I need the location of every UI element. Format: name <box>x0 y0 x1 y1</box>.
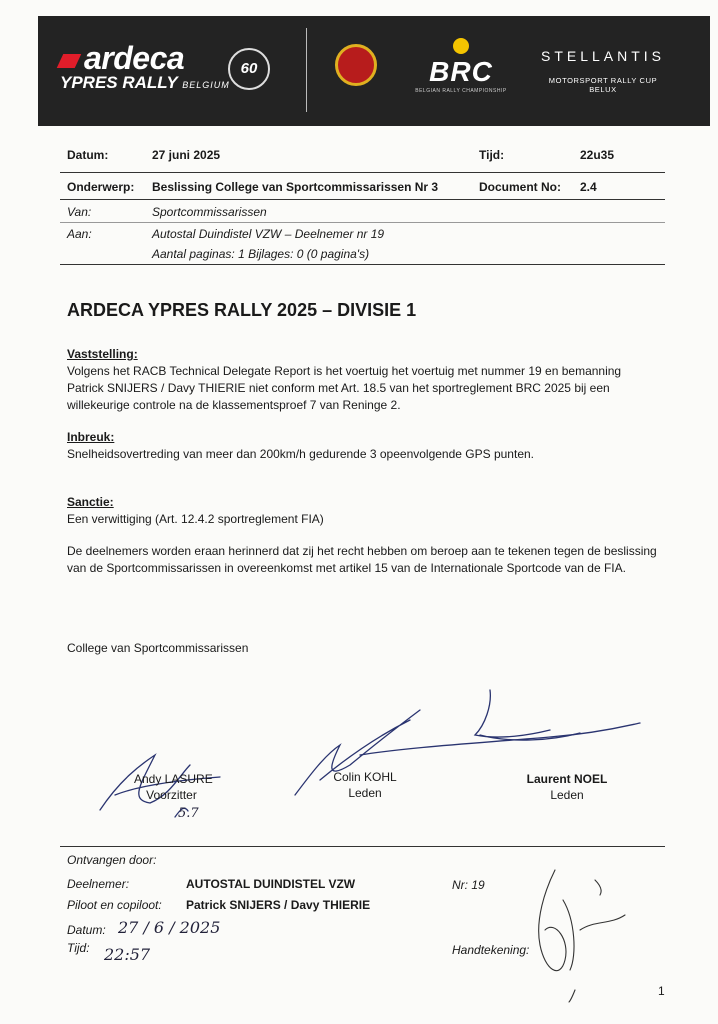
brc-logo <box>415 38 507 94</box>
deelnemer-value: AUTOSTAL DUINDISTEL VZW <box>186 877 356 891</box>
docno-label: Document No: <box>479 180 561 194</box>
onderwerp-value: Beslissing College van Sportcommissarissen Nr 3 <box>152 180 439 194</box>
club-seal-icon <box>335 44 377 86</box>
sanctie-section <box>67 494 667 528</box>
anniversary-badge: 60 <box>228 48 270 90</box>
stellantis-wordmark: STELLANTIS <box>540 48 666 64</box>
ardeca-subtitle: YPRES RALLY <box>60 73 178 92</box>
brc-wordmark: BRC <box>429 56 493 87</box>
vaststelling-line: Volgens het RACB Technical Delegate Report is het voertuig het voertuig met nummer 19 en bemanning <box>67 364 622 378</box>
aan-value: Autostal Duindistel VZW – Deelnemer nr 19 <box>152 227 385 241</box>
brc-tagline: BELGIAN RALLY CHAMPIONSHIP <box>415 88 507 94</box>
vaststelling-line: willekeurige controle na de klassementsproef 7 van Reninge 2. <box>67 398 401 412</box>
nr-label: Nr: 19 <box>452 878 485 892</box>
ardeca-logo <box>60 40 230 93</box>
rule <box>60 222 665 223</box>
page-number: 1 <box>658 984 665 998</box>
participant-signature <box>485 860 645 1010</box>
paginas-value: Aantal paginas: 1 Bijlages: 0 (0 pagina's) <box>152 247 370 261</box>
handtekening-label: Handtekening: <box>452 943 530 957</box>
swoosh-icon <box>57 54 82 68</box>
sanctie-heading: Sanctie: <box>67 495 114 509</box>
rule <box>60 264 665 265</box>
vaststelling-line: Patrick SNIJERS / Davy THIERIE niet conform met Art. 18.5 van het sportreglement BRC 2025 bij een <box>67 381 610 395</box>
docno-value: 2.4 <box>580 180 597 194</box>
ardeca-country: BELGIUM <box>182 80 230 90</box>
signatory-name: Andy LASURE <box>134 772 213 786</box>
van-label: Van: <box>67 205 92 219</box>
rule <box>60 199 665 200</box>
ardeca-wordmark: ardeca <box>84 40 185 76</box>
beroep-section <box>67 543 677 577</box>
tijd-label: Tijd: <box>479 148 505 162</box>
rule <box>60 172 665 173</box>
vaststelling-heading: Vaststelling: <box>67 347 138 361</box>
tijd-handwriting: 22:57 <box>104 945 151 964</box>
signatures-scribble <box>80 685 680 835</box>
datum-receipt-label: Datum: <box>67 923 106 937</box>
onderwerp-label: Onderwerp: <box>67 180 135 194</box>
inbreuk-line: Snelheidsovertreding van meer dan 200km/h gedurende 3 opeenvolgende GPS punten. <box>67 447 534 461</box>
datum-label: Datum: <box>67 148 109 162</box>
signatory-role: Leden <box>550 788 584 802</box>
ontvangen-label: Ontvangen door: <box>67 853 157 867</box>
vaststelling-section <box>67 346 667 414</box>
tijd-receipt-label: Tijd: <box>67 941 90 955</box>
sanctie-line: Een verwittiging (Art. 12.4.2 sportreglement FIA) <box>67 512 324 526</box>
stellantis-cup: MOTORSPORT RALLY CUP BELUX <box>548 76 658 94</box>
college-label: College van Sportcommissarissen <box>67 641 249 655</box>
rule <box>60 846 665 847</box>
stellantis-logo <box>534 48 672 94</box>
document-title: ARDECA YPRES RALLY 2025 – DIVISIE 1 <box>67 300 417 320</box>
oil-drop-icon <box>453 38 469 54</box>
van-value: Sportcommissarissen <box>152 205 267 219</box>
datum-handwriting: 27 / 6 / 2025 <box>118 918 221 937</box>
datum-value: 27 juni 2025 <box>152 148 221 162</box>
signatory-name: Laurent NOEL <box>526 772 608 786</box>
piloot-label: Piloot en copiloot: <box>67 898 162 912</box>
aan-label: Aan: <box>67 227 92 241</box>
inbreuk-section <box>67 429 667 463</box>
tijd-value: 22u35 <box>580 148 615 162</box>
piloot-value: Patrick SNIJERS / Davy THIERIE <box>186 898 371 912</box>
deelnemer-label: Deelnemer: <box>67 877 130 891</box>
signatory-name: Colin KOHL <box>333 770 397 784</box>
signatory-role: Leden <box>348 786 382 800</box>
beroep-line: van de Sportcommissarissen in overeenkomst met artikel 15 van de Internationale Sportcode van de FIA. <box>67 561 626 575</box>
beroep-line: De deelnemers worden eraan herinnerd dat zij het recht hebben om beroep aan te tekenen tegen de beslissing <box>67 544 657 558</box>
inbreuk-heading: Inbreuk: <box>67 430 115 444</box>
signatory-role: Voorzitter <box>146 788 197 802</box>
initials-handwriting: 5.7 <box>178 806 199 821</box>
header-divider <box>306 28 307 112</box>
